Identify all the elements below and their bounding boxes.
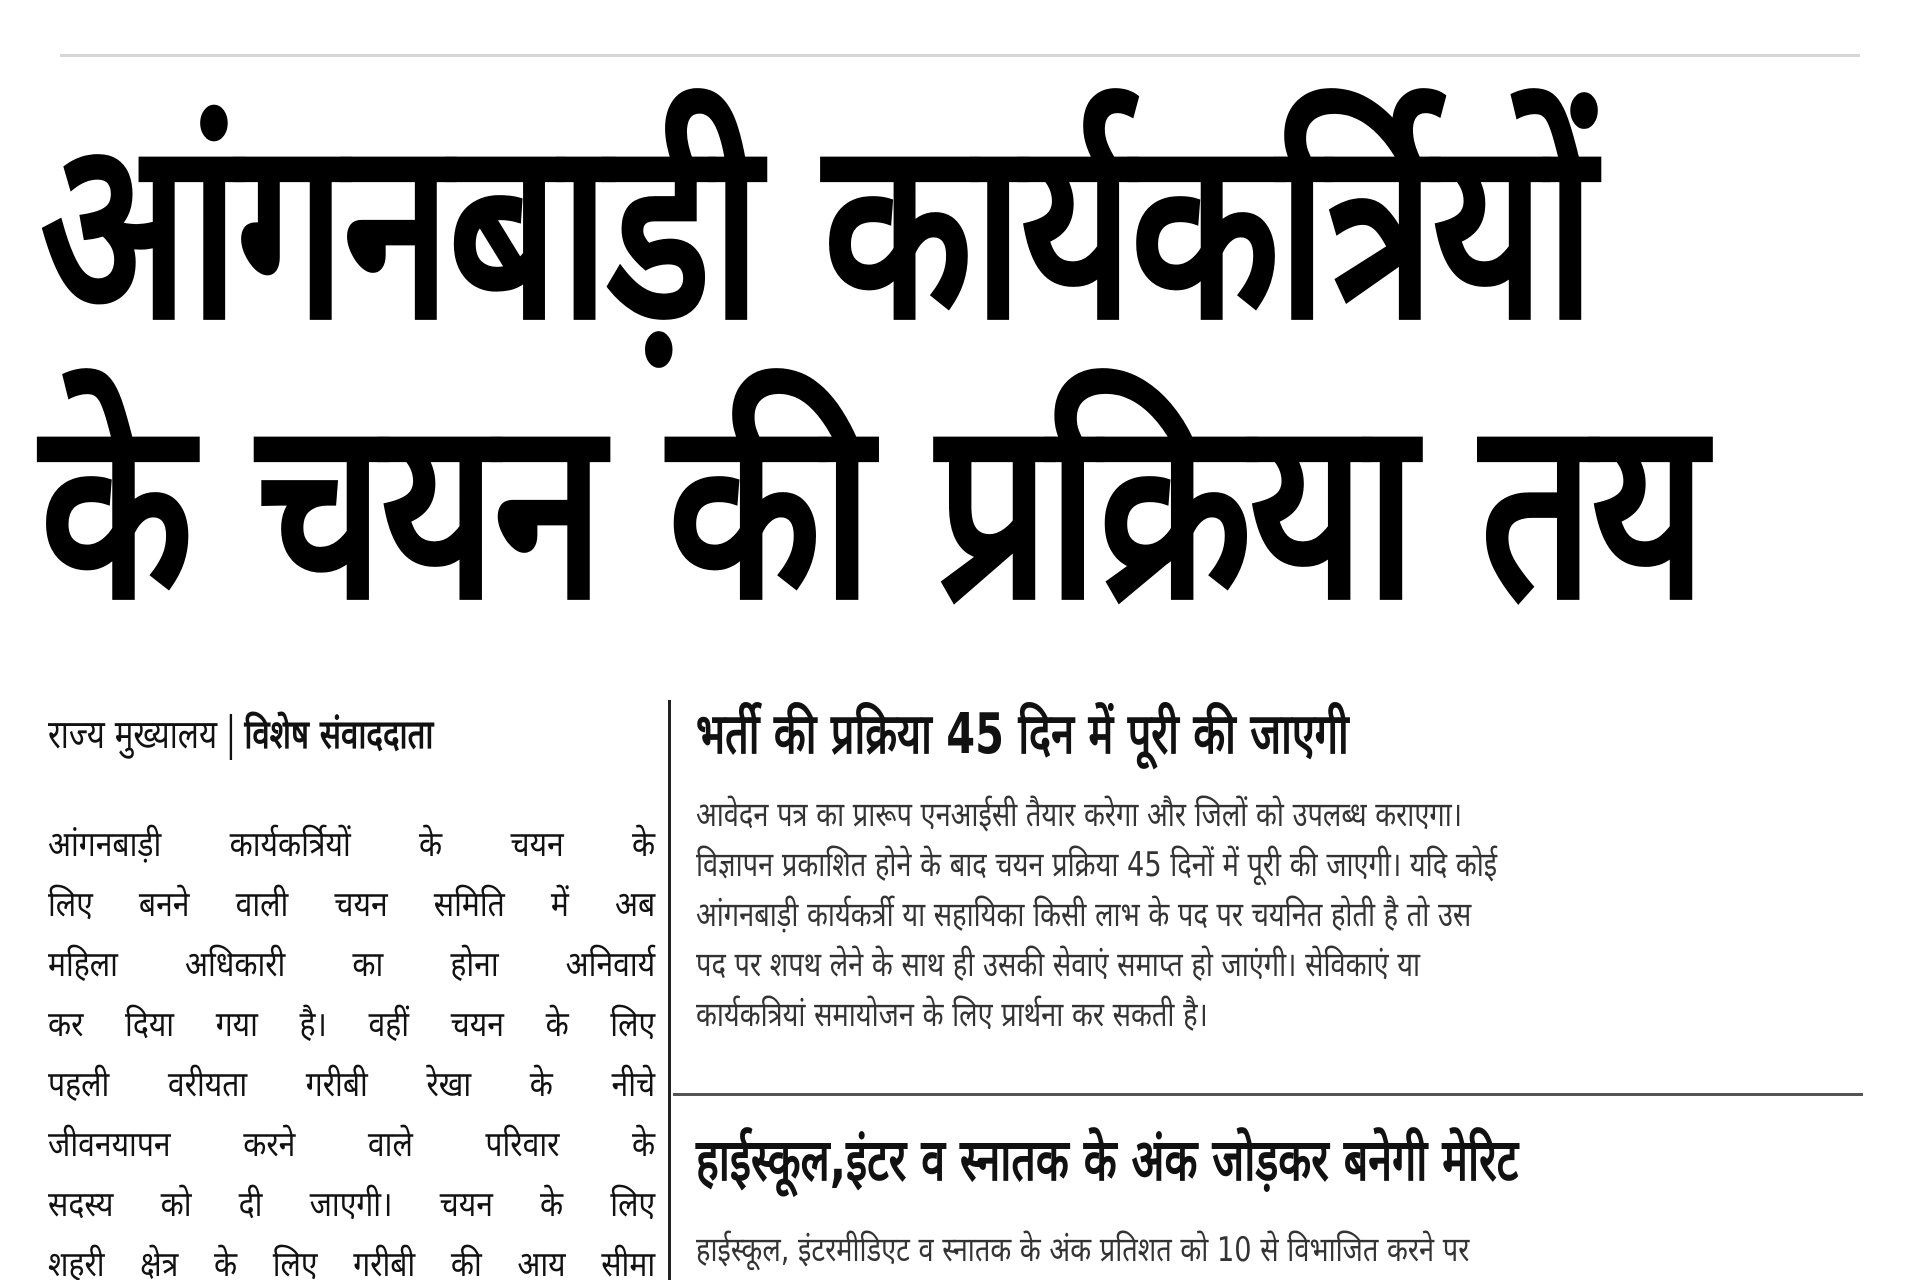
- sidebar-box-merit: [696, 1115, 1876, 1275]
- recruitment-line: पद पर शपथ लेने के साथ ही उसकी सेवाएं समाप्त हो जाएंगी। सेविकाएं या: [696, 945, 1421, 985]
- article-line: लिए बनने वाली चयन समिति में अब: [48, 885, 656, 925]
- article-line: पहली वरीयता गरीबी रेखा के नीचे: [48, 1065, 656, 1105]
- article-line: शहरी क्षेत्र के लिए गरीबी की आय सीमा: [48, 1245, 656, 1280]
- merit-heading: हाईस्कूल,इंटर व स्नातक के अंक जोड़कर बनेगी मेरिट: [696, 1126, 1519, 1194]
- recruitment-line: विज्ञापन प्रकाशित होने के बाद चयन प्रक्रिया 45 दिनों में पूरी की जाएगी। यदि कोई: [696, 845, 1498, 885]
- recruitment-line: आवेदन पत्र का प्रारूप एनआईसी तैयार करेगा और जिलों को उपलब्ध कराएगा।: [696, 795, 1463, 835]
- article-line: आंगनबाड़ी कार्यकर्त्रियों के चयन के: [48, 825, 656, 865]
- article-line: सदस्य को दी जाएगी। चयन के लिए: [48, 1185, 656, 1225]
- byline-separator: [230, 714, 232, 760]
- top-rule: [60, 54, 1860, 57]
- article-line: कर दिया गया है। वहीं चयन के लिए: [48, 1005, 656, 1045]
- recruitment-line: कार्यकत्रियां समायोजन के लिए प्रार्थना कर सकती है।: [696, 995, 1208, 1035]
- byline-location: राज्य मुख्यालय: [48, 712, 218, 758]
- sidebar-box-recruitment: [696, 695, 1876, 1040]
- byline: [48, 705, 433, 760]
- article-body: [48, 815, 656, 1280]
- section-divider: [673, 1093, 1863, 1096]
- recruitment-line: आंगनबाड़ी कार्यकर्त्री या सहायिका किसी लाभ के पद पर चयनित होती है तो उस: [696, 895, 1472, 935]
- article-line: जीवनयापन करने वाले परिवार के: [48, 1125, 656, 1165]
- recruitment-heading: भर्ती की प्रक्रिया 45 दिन में पूरी की जाएगी: [696, 702, 1349, 767]
- headline-line-2: के चयन की प्रक्रिया तय: [40, 364, 1704, 655]
- byline-role: विशेष संवाददाता: [244, 712, 434, 758]
- article-line: महिला अधिकारी का होना अनिवार्य: [48, 945, 656, 985]
- merit-line: हाईस्कूल, इंटरमीडिएट व स्नातक के अंक प्रतिशत को 10 से विभाजित करने पर: [696, 1230, 1470, 1270]
- column-divider: [668, 700, 671, 1280]
- recruitment-body: [696, 790, 1876, 1040]
- merit-body: [696, 1225, 1876, 1275]
- headline-line-1: आंगनबाड़ी कार्यकर्त्रियों: [40, 84, 1593, 375]
